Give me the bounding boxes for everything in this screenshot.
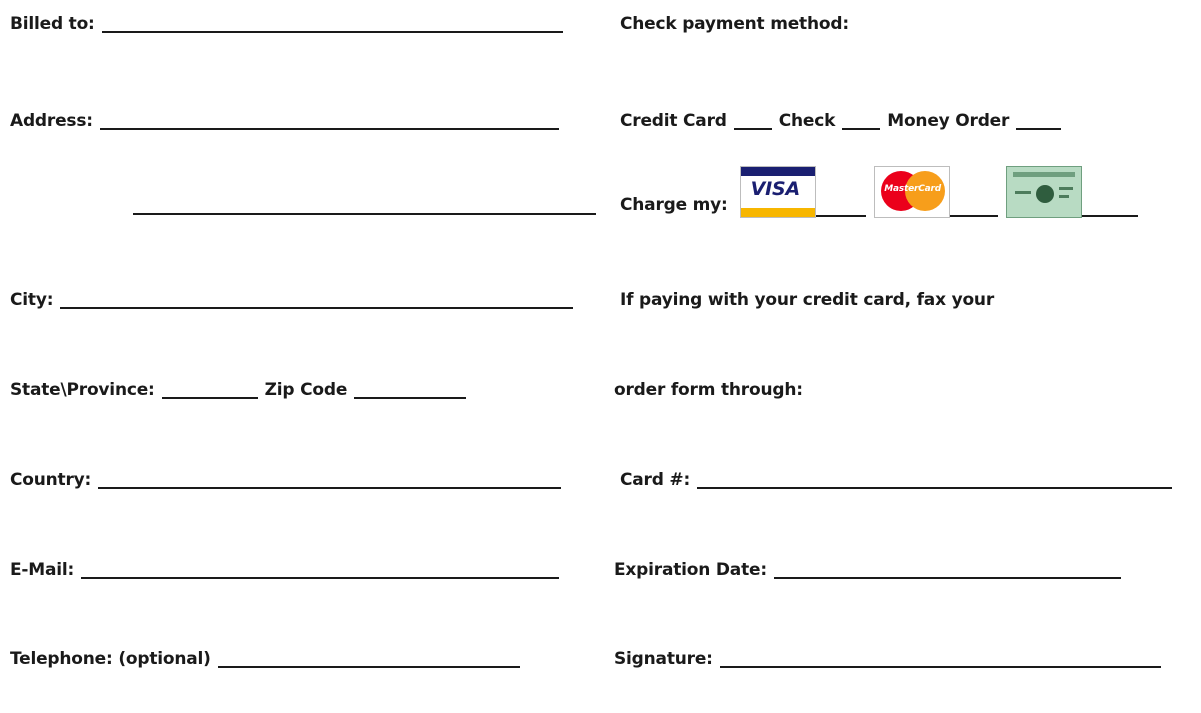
card-number-blank[interactable] [697,487,1172,489]
city-field [10,282,573,312]
address-line2-field [133,192,596,218]
visa-blank[interactable] [816,215,866,217]
money-order-blank[interactable] [1016,128,1061,130]
address-label: Address: [10,111,93,131]
fax-note-text-2: order form through: [614,380,803,400]
signature-field [614,641,1161,671]
amex-blank[interactable] [1082,215,1138,217]
check-label: Check [778,111,836,131]
mastercard-blank[interactable] [950,215,998,217]
row-country [0,462,1201,492]
telephone-label: Telephone: (optional) [10,649,211,669]
row-state-zip [0,372,1201,402]
signature-label: Signature: [614,649,713,669]
row-telephone [0,641,1201,671]
state-blank[interactable] [162,397,258,399]
telephone-blank[interactable] [218,666,520,668]
expiration-label: Expiration Date: [614,560,767,580]
city-blank[interactable] [60,307,573,309]
check-blank[interactable] [842,128,880,130]
address-line2-blank[interactable] [133,213,596,215]
expiration-field [614,552,1121,582]
country-blank[interactable] [98,487,561,489]
state-label: State\Province: [10,380,155,400]
visa-logo-icon: VISA [740,166,816,218]
zip-label: Zip Code [264,380,348,400]
country-field [10,462,561,492]
row-billed-to [0,6,1201,36]
expiration-blank[interactable] [774,577,1121,579]
card-number-field [620,462,1172,492]
billed-to-blank[interactable] [102,31,563,33]
check-method-field [620,6,849,36]
row-address [0,103,1201,133]
address-field [10,103,559,133]
row-email [0,552,1201,582]
credit-card-blank[interactable] [734,128,772,130]
fax-note-line2 [614,372,803,402]
country-label: Country: [10,470,92,490]
charge-my-field [620,166,1138,220]
address-blank[interactable] [100,128,559,130]
zip-blank[interactable] [354,397,466,399]
fax-note-text-1: If paying with your credit card, fax your [620,290,995,310]
email-blank[interactable] [81,577,559,579]
amex-logo-icon [1006,166,1082,218]
payment-options [620,103,1061,133]
mastercard-logo-icon: MasterCard [874,166,950,218]
telephone-field [10,641,520,671]
email-field [10,552,559,582]
money-order-label: Money Order [887,111,1010,131]
state-zip-field [10,372,466,402]
card-number-label: Card #: [620,470,691,490]
row-city [0,282,1201,312]
signature-blank[interactable] [720,666,1161,668]
billed-to-field [10,6,563,36]
email-label: E-Mail: [10,560,75,580]
credit-card-label: Credit Card [620,111,727,131]
city-label: City: [10,290,54,310]
fax-note-line1 [620,282,994,312]
charge-my-label: Charge my: [620,195,728,215]
billed-to-label: Billed to: [10,14,95,34]
check-method-label: Check payment method: [620,14,849,34]
